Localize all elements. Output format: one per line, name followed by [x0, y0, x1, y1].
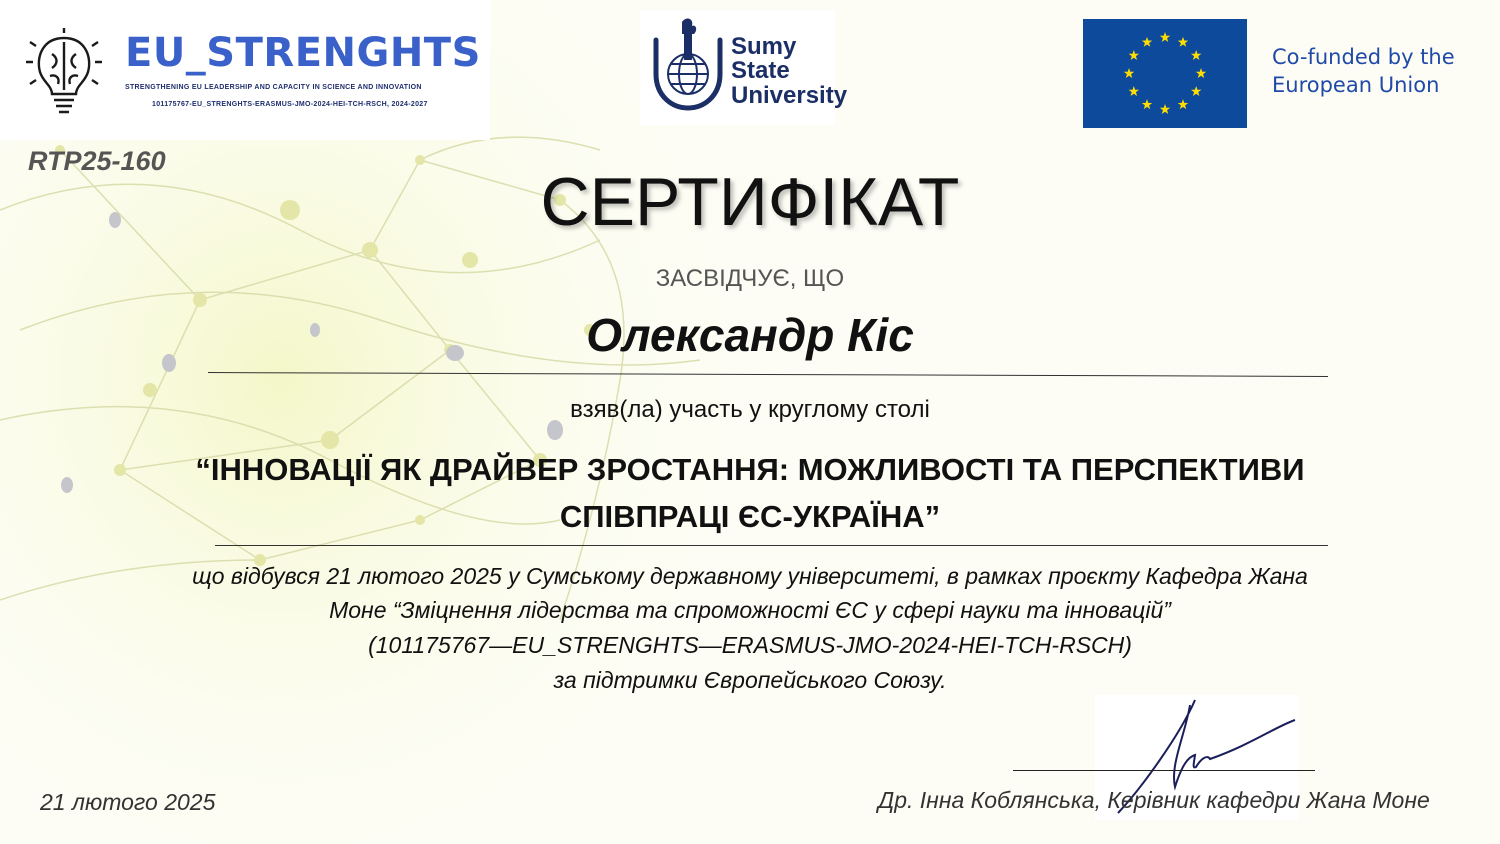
eu-strenghts-title: EU_STRENGHTS [125, 30, 481, 76]
recipient-name: Олександр Кіс [586, 309, 914, 361]
description-line-4: за підтримки Європейського Союзу. [553, 667, 947, 693]
eu-strenghts-project-code: 101175767-EU_STRENGHTS-ERASMUS-JMO-2024-HEI-TCH-RSCH, 2024-2027 [152, 101, 428, 108]
sumy-line-1: Sumy [731, 33, 797, 60]
certificate-title: СЕРТИФІКАТ [540, 164, 960, 240]
description-line-1: що відбувся 21 лютого 2025 у Сумському державному університеті, в рамках проєкту Кафедра Жана [192, 563, 1308, 589]
certifies-text: ЗАСВІДЧУЄ, ЩО [655, 265, 845, 292]
co-funded-line-2: European Union [1272, 73, 1440, 97]
brain-lightbulb-icon [22, 28, 106, 116]
sumy-line-3: University [731, 82, 848, 109]
co-funded-line-1: Co-funded by the [1272, 45, 1455, 69]
signatory-name: Др. Інна Коблянська, Керівник кафедри Жана Моне [878, 787, 1430, 813]
eu-flag-icon [1083, 19, 1247, 128]
eu-strenghts-subtitle: STRENGTHENING EU LEADERSHIP AND CAPACITY IN SCIENCE AND INNOVATION [125, 84, 422, 91]
torch-globe-icon [648, 14, 730, 112]
sumy-line-2: State [731, 57, 790, 84]
event-topic-line-2: СПІВПРАЦІ ЄС-УКРАЇНА” [559, 499, 941, 534]
event-topic-line-1: “ІННОВАЦІЇ ЯК ДРАЙВЕР ЗРОСТАННЯ: МОЖЛИВОСТІ ТА ПЕРСПЕКТИВИ [195, 452, 1305, 487]
issue-date: 21 лютого 2025 [40, 789, 216, 815]
participation-text: взяв(ла) участь у круглому столі [570, 396, 930, 423]
description-line-3: (101175767—EU_STRENGHTS—ERASMUS-JMO-2024-HEI-TCH-RSCH) [368, 632, 1132, 658]
description-line-2: Моне “Зміцнення лідерства та спроможності ЄС у сфері науки та інновацій” [329, 597, 1171, 623]
certificate-number: RTP25-160 [28, 146, 166, 176]
topic-underline [215, 545, 1328, 546]
signature-line [1013, 770, 1315, 771]
